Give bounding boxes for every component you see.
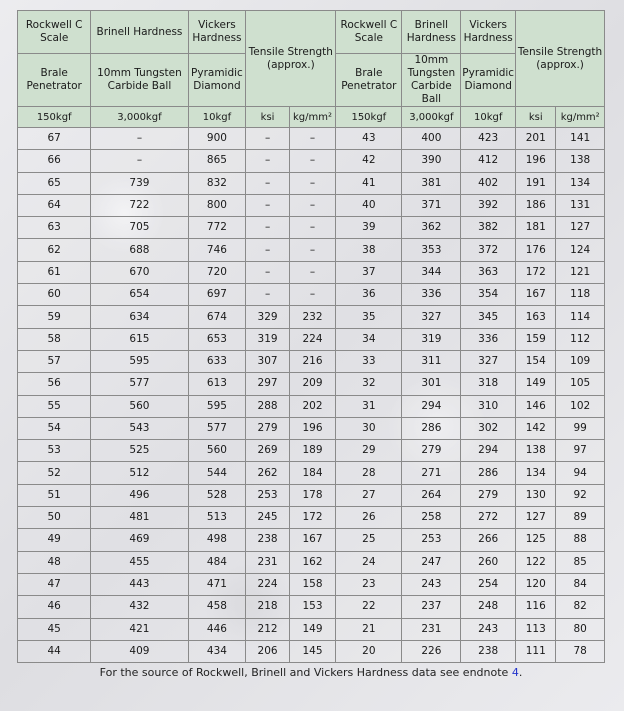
header-vickers-right: Vickers Hardness (461, 11, 516, 54)
cell-rockwell-left: 44 (18, 640, 91, 662)
cell-ksi-right: 138 (516, 440, 556, 462)
table-row (18, 573, 605, 595)
table-row (18, 395, 605, 417)
cell-ksi-right: 113 (516, 618, 556, 640)
cell-vickers-left: 865 (188, 150, 246, 172)
cell-rockwell-left: 45 (18, 618, 91, 640)
cell-rockwell-right: 26 (336, 507, 402, 529)
unit-brinell-left: 3,000kgf (91, 107, 188, 128)
cell-ksi-right: 154 (516, 350, 556, 372)
unit-rockwell-left: 150kgf (18, 107, 91, 128)
cell-kgmm-left: 145 (289, 640, 336, 662)
header-brinell-left: Brinell Hardness (91, 11, 188, 54)
cell-ksi-right: 186 (516, 194, 556, 216)
table-row (18, 551, 605, 573)
cell-vickers-right: 286 (461, 462, 516, 484)
cell-kgmm-left: – (289, 261, 336, 283)
cell-kgmm-right: 121 (556, 261, 605, 283)
header-rockwell-right: Rockwell C Scale (336, 11, 402, 54)
cell-brinell-left: 421 (91, 618, 188, 640)
cell-rockwell-left: 62 (18, 239, 91, 261)
cell-vickers-right: 354 (461, 284, 516, 306)
cell-vickers-right: 238 (461, 640, 516, 662)
cell-rockwell-right: 40 (336, 194, 402, 216)
cell-rockwell-right: 25 (336, 529, 402, 551)
cell-vickers-left: 528 (188, 484, 246, 506)
table-row (18, 462, 605, 484)
table-row (18, 239, 605, 261)
cell-vickers-left: 832 (188, 172, 246, 194)
cell-brinell-left: 432 (91, 596, 188, 618)
cell-vickers-left: 484 (188, 551, 246, 573)
cell-ksi-right: 116 (516, 596, 556, 618)
cell-vickers-right: 272 (461, 507, 516, 529)
table-row (18, 128, 605, 150)
cell-vickers-right: 318 (461, 373, 516, 395)
cell-vickers-right: 248 (461, 596, 516, 618)
cell-kgmm-left: 172 (289, 507, 336, 529)
cell-ksi-right: 201 (516, 128, 556, 150)
cell-kgmm-right: 99 (556, 417, 605, 439)
cell-brinell-right: 400 (402, 128, 461, 150)
cell-vickers-right: 423 (461, 128, 516, 150)
table-row (18, 328, 605, 350)
footnote-period: . (518, 666, 523, 680)
cell-brinell-right: 279 (402, 440, 461, 462)
cell-kgmm-left: 189 (289, 440, 336, 462)
cell-ksi-left: 269 (246, 440, 289, 462)
cell-kgmm-left: – (289, 284, 336, 306)
cell-rockwell-right: 37 (336, 261, 402, 283)
cell-brinell-left: 512 (91, 462, 188, 484)
cell-rockwell-left: 59 (18, 306, 91, 328)
cell-rockwell-right: 39 (336, 217, 402, 239)
cell-ksi-left: 262 (246, 462, 289, 484)
cell-vickers-left: 800 (188, 194, 246, 216)
cell-ksi-left: – (246, 194, 289, 216)
cell-brinell-left: 615 (91, 328, 188, 350)
cell-vickers-left: 746 (188, 239, 246, 261)
cell-vickers-right: 310 (461, 395, 516, 417)
cell-kgmm-left: – (289, 150, 336, 172)
table-row (18, 350, 605, 372)
cell-brinell-right: 362 (402, 217, 461, 239)
cell-rockwell-right: 38 (336, 239, 402, 261)
cell-rockwell-right: 20 (336, 640, 402, 662)
cell-ksi-left: – (246, 239, 289, 261)
table-row (18, 217, 605, 239)
cell-brinell-right: 353 (402, 239, 461, 261)
cell-kgmm-left: – (289, 217, 336, 239)
cell-brinell-left: – (91, 150, 188, 172)
cell-brinell-right: 258 (402, 507, 461, 529)
cell-ksi-left: 212 (246, 618, 289, 640)
cell-vickers-left: 595 (188, 395, 246, 417)
cell-brinell-left: 634 (91, 306, 188, 328)
cell-kgmm-right: 89 (556, 507, 605, 529)
cell-ksi-right: 142 (516, 417, 556, 439)
cell-ksi-left: – (246, 284, 289, 306)
cell-vickers-right: 402 (461, 172, 516, 194)
cell-rockwell-left: 64 (18, 194, 91, 216)
cell-kgmm-right: 78 (556, 640, 605, 662)
unit-kgmm-left: kg/mm² (289, 107, 336, 128)
table-row (18, 261, 605, 283)
cell-kgmm-left: 224 (289, 328, 336, 350)
cell-brinell-left: 469 (91, 529, 188, 551)
cell-kgmm-right: 85 (556, 551, 605, 573)
cell-ksi-left: – (246, 150, 289, 172)
cell-rockwell-left: 48 (18, 551, 91, 573)
cell-kgmm-right: 97 (556, 440, 605, 462)
cell-kgmm-right: 102 (556, 395, 605, 417)
cell-vickers-right: 260 (461, 551, 516, 573)
cell-brinell-right: 286 (402, 417, 461, 439)
cell-kgmm-left: – (289, 128, 336, 150)
cell-rockwell-right: 29 (336, 440, 402, 462)
table-row (18, 150, 605, 172)
cell-ksi-right: 111 (516, 640, 556, 662)
cell-vickers-right: 336 (461, 328, 516, 350)
table-row (18, 417, 605, 439)
cell-kgmm-left: 178 (289, 484, 336, 506)
cell-brinell-right: 237 (402, 596, 461, 618)
cell-vickers-left: 434 (188, 640, 246, 662)
cell-vickers-right: 266 (461, 529, 516, 551)
table-body (18, 128, 605, 663)
cell-vickers-left: 577 (188, 417, 246, 439)
cell-brinell-right: 247 (402, 551, 461, 573)
cell-brinell-left: 443 (91, 573, 188, 595)
cell-kgmm-right: 127 (556, 217, 605, 239)
cell-brinell-right: 264 (402, 484, 461, 506)
cell-brinell-left: 496 (91, 484, 188, 506)
cell-ksi-right: 196 (516, 150, 556, 172)
cell-kgmm-left: 209 (289, 373, 336, 395)
cell-vickers-right: 294 (461, 440, 516, 462)
cell-brinell-left: 739 (91, 172, 188, 194)
cell-kgmm-right: 105 (556, 373, 605, 395)
cell-brinell-right: 231 (402, 618, 461, 640)
cell-rockwell-right: 24 (336, 551, 402, 573)
header-brinell-indenter-right: 10mm Tungsten Carbide Ball (402, 54, 461, 107)
unit-ksi-left: ksi (246, 107, 289, 128)
cell-kgmm-right: 114 (556, 306, 605, 328)
unit-brinell-right: 3,000kgf (402, 107, 461, 128)
table-row (18, 640, 605, 662)
header-brinell-indenter-left: 10mm Tungsten Carbide Ball (91, 54, 188, 107)
cell-kgmm-left: 167 (289, 529, 336, 551)
unit-kgmm-right: kg/mm² (556, 107, 605, 128)
cell-brinell-left: – (91, 128, 188, 150)
cell-kgmm-left: 184 (289, 462, 336, 484)
cell-rockwell-right: 33 (336, 350, 402, 372)
cell-vickers-left: 446 (188, 618, 246, 640)
cell-brinell-left: 409 (91, 640, 188, 662)
cell-kgmm-right: 84 (556, 573, 605, 595)
cell-ksi-left: – (246, 261, 289, 283)
cell-rockwell-right: 28 (336, 462, 402, 484)
cell-vickers-right: 254 (461, 573, 516, 595)
header-vickers-indenter-left: Pyramidic Diamond (188, 54, 246, 107)
cell-ksi-right: 134 (516, 462, 556, 484)
cell-brinell-left: 595 (91, 350, 188, 372)
cell-ksi-left: 245 (246, 507, 289, 529)
cell-vickers-right: 412 (461, 150, 516, 172)
cell-brinell-left: 525 (91, 440, 188, 462)
cell-brinell-left: 577 (91, 373, 188, 395)
cell-vickers-left: 674 (188, 306, 246, 328)
cell-vickers-left: 544 (188, 462, 246, 484)
cell-vickers-left: 633 (188, 350, 246, 372)
cell-ksi-left: 231 (246, 551, 289, 573)
cell-vickers-left: 720 (188, 261, 246, 283)
cell-vickers-right: 392 (461, 194, 516, 216)
cell-rockwell-right: 27 (336, 484, 402, 506)
cell-vickers-right: 382 (461, 217, 516, 239)
cell-kgmm-left: 158 (289, 573, 336, 595)
cell-kgmm-right: 134 (556, 172, 605, 194)
cell-rockwell-right: 34 (336, 328, 402, 350)
cell-rockwell-left: 66 (18, 150, 91, 172)
table-row (18, 440, 605, 462)
cell-ksi-right: 181 (516, 217, 556, 239)
cell-vickers-right: 243 (461, 618, 516, 640)
header-vickers-left: Vickers Hardness (188, 11, 246, 54)
cell-kgmm-right: 141 (556, 128, 605, 150)
cell-vickers-left: 697 (188, 284, 246, 306)
cell-ksi-left: 224 (246, 573, 289, 595)
cell-vickers-right: 345 (461, 306, 516, 328)
cell-kgmm-right: 80 (556, 618, 605, 640)
cell-brinell-right: 294 (402, 395, 461, 417)
cell-ksi-right: 125 (516, 529, 556, 551)
cell-kgmm-left: 216 (289, 350, 336, 372)
cell-kgmm-right: 131 (556, 194, 605, 216)
table-row (18, 194, 605, 216)
cell-kgmm-right: 109 (556, 350, 605, 372)
endnote-link[interactable]: 4 (511, 666, 519, 680)
cell-ksi-right: 176 (516, 239, 556, 261)
cell-vickers-right: 363 (461, 261, 516, 283)
cell-brinell-right: 253 (402, 529, 461, 551)
header-rockwell-left: Rockwell C Scale (18, 11, 91, 54)
cell-rockwell-left: 67 (18, 128, 91, 150)
cell-brinell-left: 654 (91, 284, 188, 306)
cell-brinell-left: 543 (91, 417, 188, 439)
cell-rockwell-right: 21 (336, 618, 402, 640)
hardness-table-container (17, 10, 605, 679)
cell-rockwell-right: 42 (336, 150, 402, 172)
table-row (18, 306, 605, 328)
cell-brinell-right: 319 (402, 328, 461, 350)
cell-kgmm-right: 118 (556, 284, 605, 306)
cell-ksi-left: 288 (246, 395, 289, 417)
cell-rockwell-left: 50 (18, 507, 91, 529)
cell-ksi-left: 297 (246, 373, 289, 395)
cell-kgmm-left: – (289, 194, 336, 216)
cell-vickers-right: 279 (461, 484, 516, 506)
cell-ksi-left: 253 (246, 484, 289, 506)
cell-vickers-left: 772 (188, 217, 246, 239)
cell-vickers-right: 302 (461, 417, 516, 439)
cell-kgmm-right: 88 (556, 529, 605, 551)
cell-brinell-right: 344 (402, 261, 461, 283)
cell-ksi-right: 172 (516, 261, 556, 283)
cell-rockwell-left: 60 (18, 284, 91, 306)
cell-rockwell-right: 23 (336, 573, 402, 595)
cell-rockwell-right: 43 (336, 128, 402, 150)
cell-rockwell-left: 51 (18, 484, 91, 506)
cell-brinell-left: 722 (91, 194, 188, 216)
cell-vickers-left: 900 (188, 128, 246, 150)
cell-ksi-left: – (246, 217, 289, 239)
cell-ksi-right: 127 (516, 507, 556, 529)
cell-kgmm-right: 124 (556, 239, 605, 261)
cell-rockwell-left: 57 (18, 350, 91, 372)
cell-vickers-right: 327 (461, 350, 516, 372)
cell-brinell-right: 301 (402, 373, 461, 395)
cell-ksi-right: 167 (516, 284, 556, 306)
cell-ksi-right: 159 (516, 328, 556, 350)
cell-vickers-left: 513 (188, 507, 246, 529)
cell-vickers-left: 498 (188, 529, 246, 551)
cell-kgmm-right: 94 (556, 462, 605, 484)
cell-brinell-left: 670 (91, 261, 188, 283)
cell-rockwell-left: 65 (18, 172, 91, 194)
cell-kgmm-left: – (289, 239, 336, 261)
cell-rockwell-left: 47 (18, 573, 91, 595)
cell-brinell-right: 311 (402, 350, 461, 372)
cell-vickers-left: 613 (188, 373, 246, 395)
unit-vickers-left: 10kgf (188, 107, 246, 128)
cell-rockwell-right: 35 (336, 306, 402, 328)
cell-ksi-right: 149 (516, 373, 556, 395)
cell-brinell-right: 226 (402, 640, 461, 662)
cell-kgmm-right: 82 (556, 596, 605, 618)
cell-ksi-left: – (246, 128, 289, 150)
cell-vickers-left: 471 (188, 573, 246, 595)
cell-brinell-right: 371 (402, 194, 461, 216)
cell-kgmm-left: 162 (289, 551, 336, 573)
cell-rockwell-left: 53 (18, 440, 91, 462)
cell-brinell-right: 336 (402, 284, 461, 306)
cell-brinell-left: 705 (91, 217, 188, 239)
cell-rockwell-right: 22 (336, 596, 402, 618)
cell-ksi-left: 238 (246, 529, 289, 551)
cell-kgmm-left: 232 (289, 306, 336, 328)
cell-rockwell-right: 31 (336, 395, 402, 417)
cell-rockwell-left: 58 (18, 328, 91, 350)
cell-rockwell-left: 52 (18, 462, 91, 484)
cell-kgmm-left: 153 (289, 596, 336, 618)
cell-rockwell-right: 41 (336, 172, 402, 194)
cell-vickers-left: 458 (188, 596, 246, 618)
cell-rockwell-left: 56 (18, 373, 91, 395)
cell-kgmm-right: 112 (556, 328, 605, 350)
cell-ksi-left: 329 (246, 306, 289, 328)
cell-brinell-right: 381 (402, 172, 461, 194)
table-row (18, 618, 605, 640)
cell-ksi-right: 191 (516, 172, 556, 194)
table-row (18, 484, 605, 506)
cell-brinell-right: 327 (402, 306, 461, 328)
cell-brinell-left: 688 (91, 239, 188, 261)
unit-ksi-right: ksi (516, 107, 556, 128)
cell-vickers-left: 560 (188, 440, 246, 462)
cell-kgmm-right: 92 (556, 484, 605, 506)
cell-ksi-right: 130 (516, 484, 556, 506)
cell-rockwell-left: 63 (18, 217, 91, 239)
cell-rockwell-right: 32 (336, 373, 402, 395)
cell-ksi-left: 307 (246, 350, 289, 372)
header-tensile-right: Tensile Strength (approx.) (516, 11, 605, 107)
cell-brinell-right: 390 (402, 150, 461, 172)
cell-ksi-left: – (246, 172, 289, 194)
cell-rockwell-left: 49 (18, 529, 91, 551)
cell-ksi-right: 120 (516, 573, 556, 595)
cell-brinell-left: 455 (91, 551, 188, 573)
table-row (18, 284, 605, 306)
cell-rockwell-right: 30 (336, 417, 402, 439)
unit-rockwell-right: 150kgf (336, 107, 402, 128)
cell-kgmm-left: 149 (289, 618, 336, 640)
cell-ksi-right: 146 (516, 395, 556, 417)
footnote (17, 666, 605, 679)
table-row (18, 596, 605, 618)
table-row (18, 172, 605, 194)
cell-rockwell-left: 55 (18, 395, 91, 417)
table-row (18, 373, 605, 395)
footnote-text: For the source of Rockwell, Brinell and Vickers Hardness data see endnote (99, 666, 509, 680)
cell-ksi-right: 163 (516, 306, 556, 328)
header-vickers-indenter-right: Pyramidic Diamond (461, 54, 516, 107)
cell-brinell-right: 243 (402, 573, 461, 595)
hardness-conversion-table (17, 10, 605, 663)
cell-rockwell-left: 54 (18, 417, 91, 439)
header-rockwell-indenter-left: Brale Penetrator (18, 54, 91, 107)
cell-kgmm-right: 138 (556, 150, 605, 172)
cell-rockwell-left: 61 (18, 261, 91, 283)
cell-ksi-left: 279 (246, 417, 289, 439)
header-brinell-right: Brinell Hardness (402, 11, 461, 54)
cell-ksi-left: 206 (246, 640, 289, 662)
header-rockwell-indenter-right: Brale Penetrator (336, 54, 402, 107)
cell-rockwell-left: 46 (18, 596, 91, 618)
cell-vickers-left: 653 (188, 328, 246, 350)
cell-vickers-right: 372 (461, 239, 516, 261)
table-row (18, 529, 605, 551)
cell-kgmm-left: – (289, 172, 336, 194)
cell-brinell-left: 481 (91, 507, 188, 529)
table-row (18, 507, 605, 529)
cell-brinell-left: 560 (91, 395, 188, 417)
cell-ksi-left: 319 (246, 328, 289, 350)
cell-kgmm-left: 202 (289, 395, 336, 417)
unit-vickers-right: 10kgf (461, 107, 516, 128)
header-tensile-left: Tensile Strength (approx.) (246, 11, 336, 107)
cell-rockwell-right: 36 (336, 284, 402, 306)
cell-ksi-right: 122 (516, 551, 556, 573)
cell-ksi-left: 218 (246, 596, 289, 618)
cell-kgmm-left: 196 (289, 417, 336, 439)
cell-brinell-right: 271 (402, 462, 461, 484)
